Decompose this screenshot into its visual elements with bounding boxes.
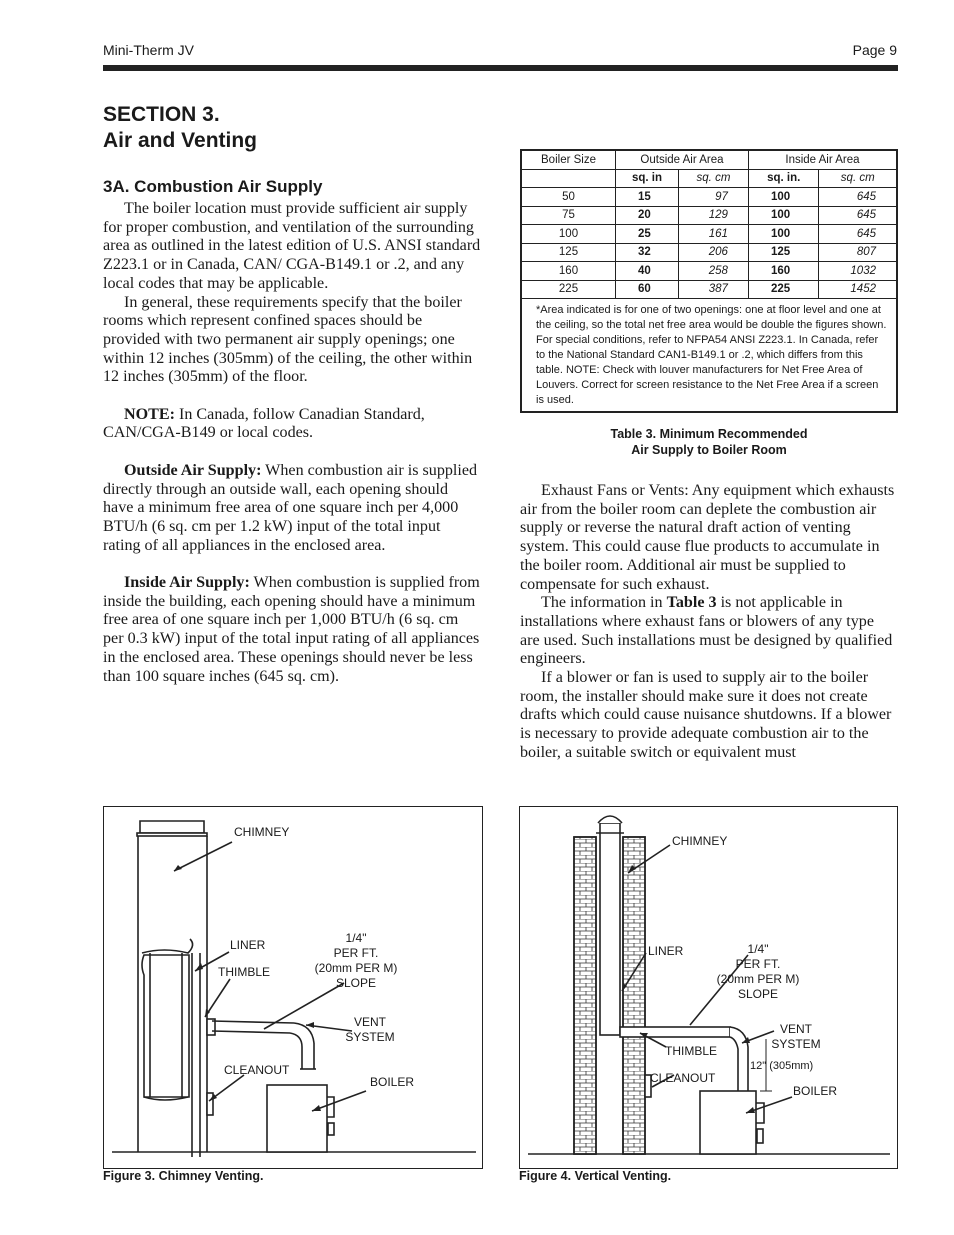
paragraph-exhaust-fans: Exhaust Fans or Vents: Any equipment which exhausts air from the boiler room can deplete the combustion air supply or reverse the natural draft action of venting system. This could cause flue products to accumulate in the boiler room. Additional air must be supplied to compensate for such exhaust.	[520, 482, 895, 593]
fig4-label-boiler: BOILER	[793, 1084, 838, 1098]
fig3-label-chimney: CHIMNEY	[234, 825, 290, 839]
subheader-sq-cm: sq. cm	[819, 169, 897, 188]
header-title: Mini-Therm JV	[103, 42, 195, 58]
paragraph-inside-air	[103, 574, 481, 686]
figure3-caption: Figure 3. Chimney Venting.	[103, 1169, 264, 1183]
table-row: 75 20 129 100 645	[521, 206, 897, 225]
fig3-label-boiler: BOILER	[370, 1075, 415, 1089]
chimney-venting-diagram	[104, 807, 482, 1168]
paragraph-requirements: The boiler location must provide sufficient air supply for proper combustion, and ventilation of the surrounding area as outlined in the latest edition of U.S. ANSI standard Z223.1 or in Canada, CAN/ CGA-B149.1 or .2, and any local codes that may be applicable.	[103, 200, 481, 292]
fig4-label-clearance: 12" (305mm)	[750, 1060, 814, 1072]
subheader-sq-in: sq. in	[616, 169, 679, 188]
paragraph-note	[103, 406, 481, 443]
paragraph-blower: If a blower or fan is used to supply air to the boiler room, the installer should make sure it does not create drafts which could cause nuisance shutdowns. If a blower is necessary to provide adequate combustion air to the boiler, a suitable switch or equivalent must	[520, 669, 892, 761]
inside-air-text: When combustion is supplied from inside the building, each opening should have a minimum free area of one square inch per 1,000 BTU/h (6 sq. cm per 0.3 kW) input of the total input rating of all appliances in the enclosed area. These openings should never be less than 100 square inches (645 sq. cm).	[103, 574, 480, 685]
inside-air-label: Inside Air Supply:	[124, 574, 250, 592]
header-outside-air: Outside Air Area	[616, 150, 749, 169]
paragraph-table-applicability: The information in Table 3 is not applicable in installations where exhaust fans or blowers of any type are used. Such installations must be designed by qualified engineers.	[520, 594, 893, 668]
table-row: 160 40 258 160 1032	[521, 262, 897, 281]
table-footnote: *Area indicated is for one of two openings: one at floor level and one at the ceiling, so the total net free area would be double the figures shown. For special conditions, refer to NFPA54 ANSI Z223.1. In Canada, refer to the National Standard CAN1-B149.1 or .2, which differs from this table. NOTE: Check with louver manufacturers for Net Free Area of Louvers. Correct for screen resistance to the Net Free Area if a screen is used.	[521, 299, 897, 413]
vertical-venting-diagram	[520, 807, 897, 1168]
note-text: In Canada, follow Canadian Standard, CAN/CGA-B149 or local codes.	[103, 405, 425, 442]
page-number: Page 9	[852, 42, 897, 58]
table-row: 225 60 387 225 1452	[521, 280, 897, 299]
subheader-sq-cm: sq. cm	[679, 169, 749, 188]
fig3-label-liner: LINER	[230, 938, 266, 952]
outside-air-text: When combustion air is supplied directly through an outside wall, each opening should have a minimum free area of one square inch per 4,000 BTU/h (6 sq. cm per 1.2 kW) input of the total input rating of all appliances in the enclosed area.	[103, 461, 478, 554]
paragraph-general: In general, these requirements specify that the boiler rooms which represent confined spaces should be provided with two permanent air supply openings; one within 12 inches (305mm) of the ceiling, the other within 12 inches (305mm) of the floor.	[103, 293, 473, 386]
section-number: SECTION 3.	[103, 103, 220, 126]
subheader-sq-in: sq. in.	[748, 169, 819, 188]
fig4-label-slope: 1/4" PER FT. (20mm PER M) SLOPE	[716, 942, 800, 1001]
table-caption: Table 3. Minimum Recommended Air Supply to Boiler Room	[610, 427, 808, 457]
figure-chimney-venting	[103, 806, 483, 1169]
fig4-label-chimney: CHIMNEY	[672, 834, 728, 848]
air-supply-table	[520, 149, 898, 413]
note-label: NOTE:	[124, 405, 175, 423]
paragraph-outside-air	[103, 462, 481, 556]
fig4-label-liner: LINER	[648, 944, 684, 958]
right-column	[520, 482, 895, 763]
table-reference: Table 3	[666, 594, 717, 612]
fig4-label-cleanout: CLEANOUT	[650, 1071, 716, 1085]
figure4-caption: Figure 4. Vertical Venting.	[519, 1169, 672, 1183]
table-row: 125 32 206 125 807	[521, 243, 897, 262]
outside-air-label: Outside Air Supply:	[124, 461, 262, 479]
figure-vertical-venting	[519, 806, 898, 1169]
left-column	[103, 200, 481, 686]
fig3-label-slope: 1/4" PER FT. (20mm PER M) SLOPE	[314, 931, 398, 990]
header-rule	[103, 65, 898, 71]
header-inside-air: Inside Air Area	[748, 150, 897, 169]
fig3-label-cleanout: CLEANOUT	[224, 1063, 290, 1077]
table-row: 50 15 97 100 645	[521, 188, 897, 207]
table-row: 100 25 161 100 645	[521, 225, 897, 244]
header-boiler-size: Boiler Size	[521, 150, 616, 169]
subsection-title: 3A. Combustion Air Supply	[103, 177, 323, 196]
fig4-label-vent-system: VENT SYSTEM	[771, 1022, 821, 1051]
fig3-label-vent-system: VENT SYSTEM	[345, 1015, 395, 1044]
section-title	[103, 102, 257, 154]
section-name: Air and Venting	[103, 129, 258, 152]
fig3-label-thimble: THIMBLE	[218, 965, 271, 979]
fig4-label-thimble: THIMBLE	[665, 1044, 718, 1058]
